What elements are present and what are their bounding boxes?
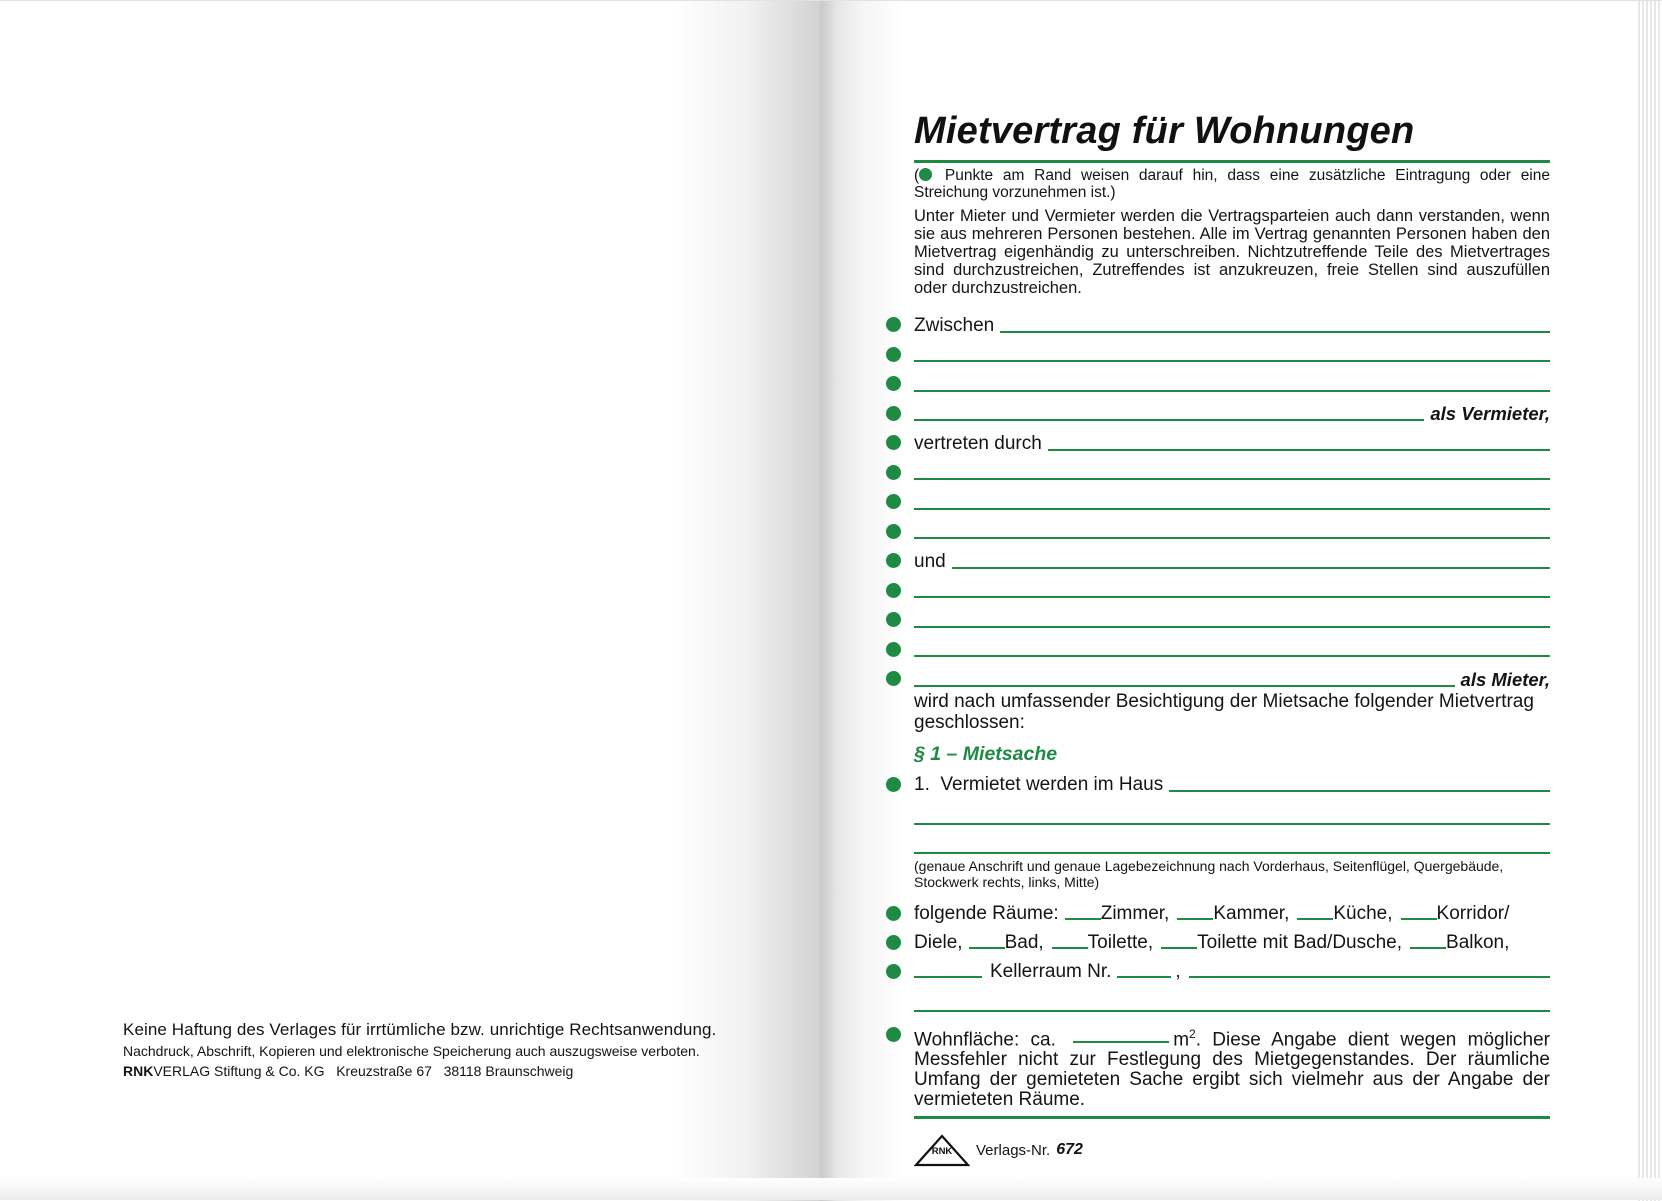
room-kueche: Küche,	[1333, 903, 1393, 924]
representative-field-3[interactable]	[914, 508, 1550, 510]
landlord-name-field-2[interactable]	[914, 360, 1550, 362]
publisher-brand: RNK	[123, 1063, 154, 1079]
room-zimmer: Zimmer,	[1100, 903, 1170, 924]
landlord-line-3	[914, 366, 1550, 396]
representative-field-4[interactable]	[914, 537, 1550, 539]
tenant-line-4	[914, 632, 1550, 662]
rooms-extra-field[interactable]	[914, 983, 1550, 1012]
tenant-line-3	[914, 602, 1550, 632]
landlord-line-1	[914, 307, 1550, 337]
room-toilette: Toilette,	[1087, 932, 1154, 953]
wohn-superscript: 2	[1189, 1027, 1196, 1041]
bottom-shadow	[0, 1178, 1662, 1200]
copyright-notice: Nachdruck, Abschrift, Kopieren und elektronische Speicherung auch auszugsweise verboten.	[123, 1043, 700, 1059]
title-divider	[914, 160, 1550, 163]
house-address-field[interactable]	[1169, 790, 1550, 792]
green-dot-icon	[886, 435, 901, 450]
green-dot-icon	[886, 671, 901, 686]
rnk-logo	[914, 1133, 970, 1167]
tenant-line-2	[914, 573, 1550, 603]
logo-text: RNK	[931, 1146, 953, 1158]
green-dot-icon	[886, 406, 901, 421]
cellar-extra-field[interactable]	[1189, 972, 1550, 978]
landlord-name-field-4[interactable]	[914, 419, 1424, 421]
room-toilette-bad: Toilette mit Bad/Dusche,	[1197, 932, 1403, 953]
note-text: Punkte am Rand weisen darauf hin, dass eine zusätzliche Eintragung oder eine Streichung vorzunehmen ist.)	[914, 167, 1550, 201]
rooms-line-1	[914, 896, 1550, 925]
room-balkon: Balkon,	[1446, 932, 1510, 953]
representative-line-2	[914, 455, 1550, 485]
rooms-prefix: folgende Räume:	[914, 903, 1059, 924]
representative-line-1	[914, 425, 1550, 455]
intro-paragraph: Unter Mieter und Vermieter werden die Vertragsparteien auch dann verstanden, wenn sie aus mehreren Personen bestehen. Alle im Vertrag genannten Personen haben den Mietvertrag eigenhändig zu unterschreiben. Nichtzutreffende Teile des Mietvertrages sind durchzustreichen, Zutreffendes ist anzukreuzen, freie Stellen sind auszufüllen oder durchzustreichen.	[914, 207, 1550, 297]
room-korridor: Korridor/	[1436, 903, 1510, 924]
page-title: Mietvertrag für Wohnungen	[914, 110, 1415, 152]
bottom-divider	[914, 1116, 1550, 1119]
green-dot-icon	[886, 642, 901, 657]
address-hint: (genaue Anschrift und genaue Lagebezeichnung nach Vorderhaus, Seitenflügel, Quergebäude, Stockwerk rechts, links, Mitte)	[914, 858, 1504, 890]
green-dot-icon	[886, 964, 901, 979]
landlord-line-4	[914, 396, 1550, 426]
landlord-name-field-3[interactable]	[914, 390, 1550, 392]
tenant-line-5	[914, 661, 1550, 691]
wohn-text: . Diese Angabe dient wegen möglicher Messfehler nicht zur Festlegung des Mietgegenstandes. Der räumliche Umfang der gemieteten Sache ergibt sich vielmehr aus der Angabe der vermieteten Räume.	[914, 1029, 1551, 1111]
balkon-count-field[interactable]	[1410, 943, 1446, 949]
cellar-number-field[interactable]	[1117, 972, 1171, 978]
representative-field[interactable]	[1048, 449, 1550, 451]
house-address-field-3[interactable]	[914, 825, 1550, 854]
cellar-comma: ,	[1175, 961, 1181, 982]
toilette-bad-count-field[interactable]	[1161, 943, 1197, 949]
disclaimer-block	[123, 1019, 763, 1081]
house-line	[914, 767, 1550, 797]
living-area-paragraph	[914, 1024, 1550, 1110]
kammer-count-field[interactable]	[1177, 914, 1213, 920]
green-dot-icon	[886, 494, 901, 509]
form-footer	[914, 1133, 1550, 1167]
green-dot-icon	[919, 168, 932, 181]
bad-count-field[interactable]	[969, 943, 1005, 949]
wohn-unit: m	[1173, 1029, 1190, 1051]
green-dot-icon	[886, 553, 901, 568]
label-als-mieter: als Mieter,	[1460, 668, 1550, 690]
living-area-field[interactable]	[1073, 1037, 1169, 1043]
tenant-name-field[interactable]	[952, 567, 1550, 569]
closing-sentence: wird nach umfassender Besichtigung der Mietsache folgender Mietvertrag geschlossen:	[914, 690, 1534, 733]
green-dot-icon	[886, 612, 901, 627]
verlag-label: Verlags-Nr.	[976, 1141, 1051, 1159]
toilette-count-field[interactable]	[1052, 943, 1088, 949]
tenant-name-field-5[interactable]	[914, 685, 1455, 687]
label-als-vermieter: als Vermieter,	[1430, 403, 1550, 424]
page-edges	[1636, 1, 1662, 1201]
green-dot-icon	[886, 935, 901, 950]
left-page	[0, 0, 820, 1201]
landlord-name-field[interactable]	[1000, 331, 1550, 333]
tenant-name-field-4[interactable]	[914, 655, 1550, 657]
label-und: und	[914, 550, 946, 572]
green-dot-icon	[886, 347, 901, 362]
margin-dot-note	[914, 167, 1550, 201]
room-kammer: Kammer,	[1213, 903, 1290, 924]
label-vertreten-durch: vertreten durch	[914, 432, 1042, 454]
room-bad: Bad,	[1004, 932, 1044, 953]
landlord-line-2	[914, 337, 1550, 367]
tenant-name-field-2[interactable]	[914, 596, 1550, 598]
cellar-count-field[interactable]	[914, 972, 982, 978]
kueche-count-field[interactable]	[1297, 914, 1333, 920]
tenant-name-field-3[interactable]	[914, 626, 1550, 628]
section-heading-mietsache: § 1 – Mietsache	[914, 742, 1058, 765]
cellar-line	[914, 954, 1550, 983]
rental-contract-form	[914, 104, 1550, 1167]
verlag-number: 672	[1056, 1141, 1083, 1159]
room-diele: Diele,	[914, 932, 963, 953]
parties-section	[914, 307, 1550, 691]
tenant-line-1	[914, 543, 1550, 573]
representative-line-3	[914, 484, 1550, 514]
green-dot-icon	[886, 583, 901, 598]
green-dot-icon	[886, 376, 901, 391]
liability-disclaimer: Keine Haftung des Verlages für irrtümliche bzw. unrichtige Rechtsanwendung.	[123, 1020, 717, 1039]
green-dot-icon	[886, 906, 901, 921]
representative-field-2[interactable]	[914, 478, 1550, 480]
house-address-field-2[interactable]	[914, 796, 1550, 825]
item-1-label: 1. Vermietet werden im Haus	[914, 774, 1164, 795]
green-dot-icon	[886, 524, 901, 539]
rooms-line-2	[914, 925, 1550, 954]
publisher-address	[123, 1061, 763, 1081]
green-dot-icon	[886, 1027, 901, 1042]
cellar-label: Kellerraum Nr.	[990, 961, 1112, 982]
representative-line-4	[914, 514, 1550, 544]
green-dot-icon	[886, 465, 901, 480]
korridor-count-field[interactable]	[1401, 914, 1437, 920]
wohn-prefix: Wohnfläche: ca.	[914, 1029, 1056, 1051]
note-open-paren: (	[914, 167, 920, 184]
zimmer-count-field[interactable]	[1065, 914, 1101, 920]
publisher-details: VERLAG Stiftung & Co. KG Kreuzstraße 67 38118 Braunschweig	[153, 1063, 574, 1079]
green-dot-icon	[886, 317, 901, 332]
green-dot-icon	[886, 777, 901, 792]
label-zwischen: Zwischen	[914, 314, 995, 336]
